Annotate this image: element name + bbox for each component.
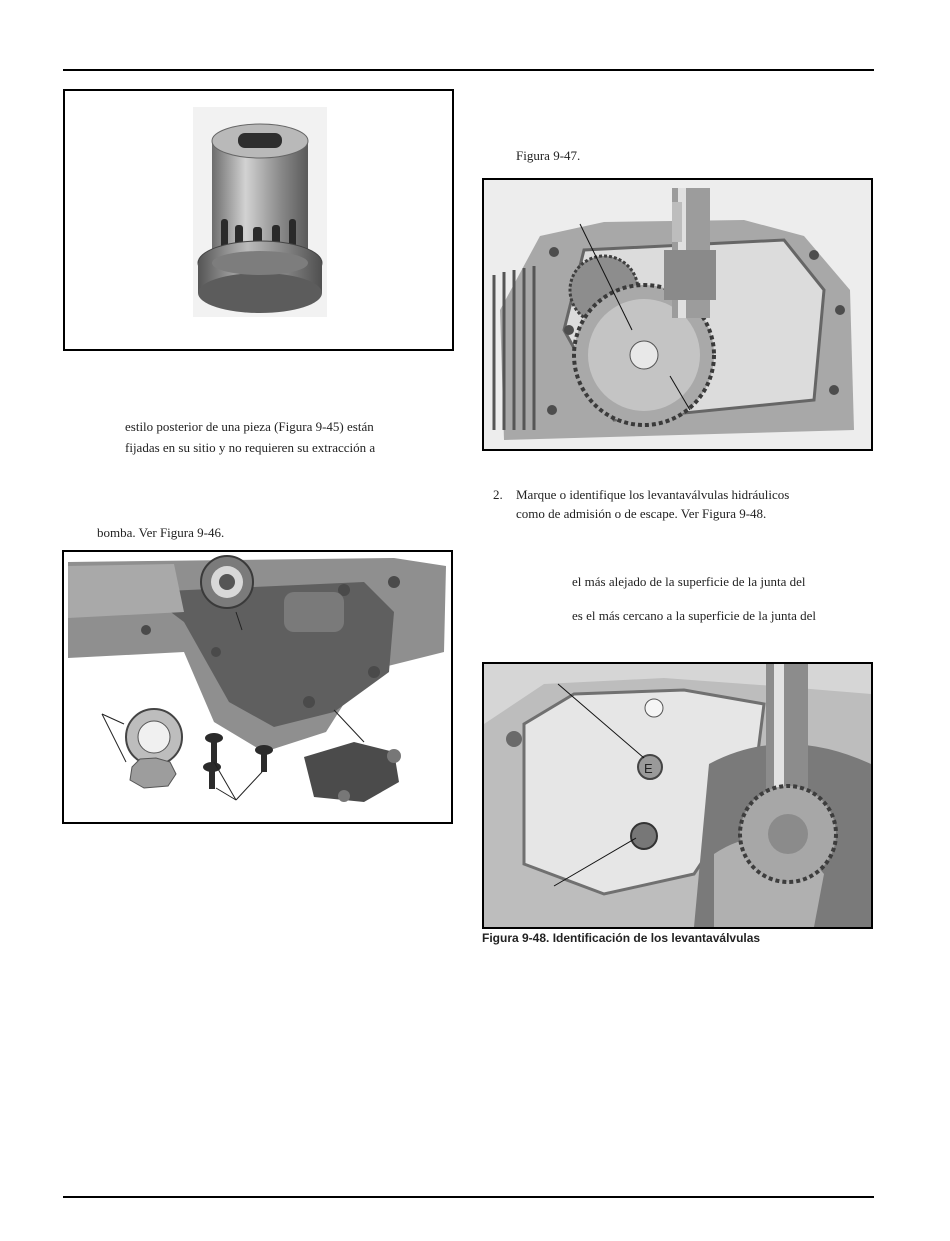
step-2-line2: como de admisión o de escape. Ver Figura 9-48. xyxy=(516,506,767,521)
paragraph-one-piece-style-line1: estilo posterior de una pieza (Figura 9-45) están xyxy=(125,419,374,434)
paragraph-pump-ref: bomba. Ver Figura 9-46. xyxy=(97,525,225,540)
note-farthest-gasket-line: el más alejado de la superficie de la junta del xyxy=(572,574,806,589)
top-rule xyxy=(63,69,874,71)
figure-9-48-photo xyxy=(482,662,873,929)
bottom-rule xyxy=(63,1196,874,1198)
svg-text:E: E xyxy=(644,761,653,776)
paragraph-one-piece-style-line2: fijadas en su sitio y no requieren su extracción a xyxy=(125,440,376,455)
figure-9-47-photo xyxy=(482,178,873,451)
figure-9-45-photo xyxy=(63,89,454,351)
figure-9-48-caption: Figura 9-48. Identificación de los levantaválvulas xyxy=(482,931,761,945)
step-2-number: 2. xyxy=(493,487,503,502)
figure-9-47-reference: Figura 9-47. xyxy=(516,148,581,163)
note-closest-gasket-line: es el más cercano a la superficie de la junta del xyxy=(572,608,816,623)
figure-9-46-photo xyxy=(62,550,453,824)
step-2-line1: Marque o identifique los levantaválvulas hidráulicos xyxy=(516,487,790,502)
